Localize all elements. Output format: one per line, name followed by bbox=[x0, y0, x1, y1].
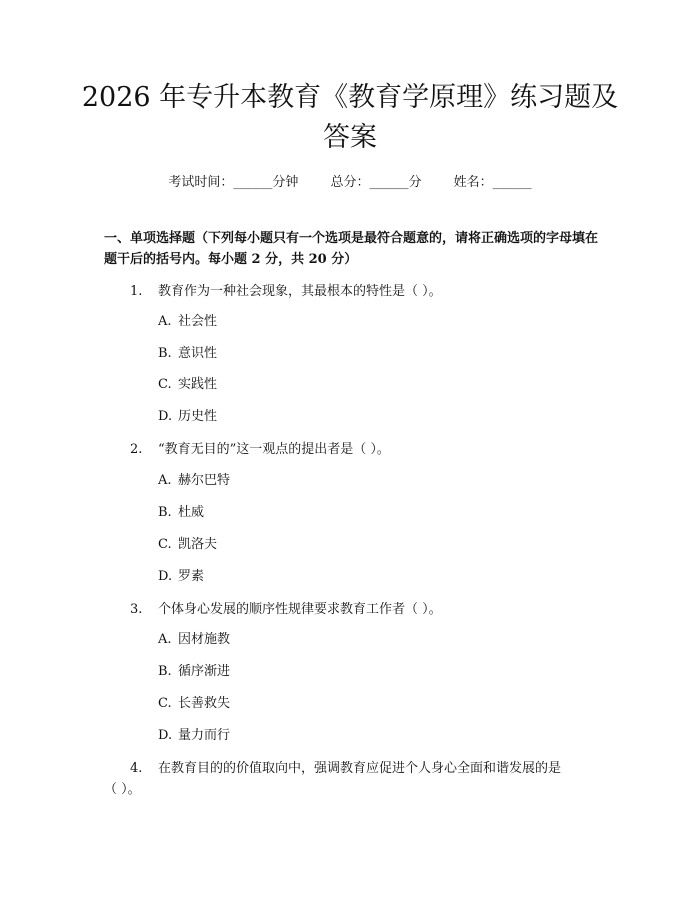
option-letter: D. bbox=[158, 569, 173, 584]
title-line-1: 2026 年专升本教育《教育学原理》练习题及 bbox=[81, 82, 619, 113]
answer-option bbox=[158, 345, 217, 363]
question-stem bbox=[130, 282, 442, 302]
option-letter: D. bbox=[158, 409, 173, 424]
answer-option bbox=[158, 663, 230, 681]
answer-option bbox=[158, 568, 204, 586]
answer-option bbox=[158, 504, 204, 522]
document-title bbox=[70, 78, 630, 158]
question-text: 教育作为一种社会现象，其最根本的特性是（ ）。 bbox=[158, 284, 442, 299]
option-text: 长善救失 bbox=[178, 696, 231, 711]
option-letter: C. bbox=[158, 377, 172, 392]
option-text: 循序渐进 bbox=[178, 664, 231, 679]
question-stem bbox=[130, 600, 442, 620]
option-letter: C. bbox=[158, 696, 172, 711]
exam-time-field: 考试时间：______分钟 bbox=[168, 175, 299, 190]
question-number: 2. bbox=[130, 442, 143, 457]
question-text: 在教育目的的价值取向中，强调教育应促进个人身心全面和谐发展的是 bbox=[158, 761, 562, 776]
option-text: 杜威 bbox=[178, 505, 205, 520]
answer-option bbox=[158, 408, 217, 426]
option-text: 凯洛夫 bbox=[178, 537, 218, 552]
exam-meta-line bbox=[0, 171, 700, 190]
option-letter: C. bbox=[158, 537, 172, 552]
answer-option bbox=[158, 376, 217, 394]
option-text: 历史性 bbox=[178, 409, 218, 424]
question-text: 个体身心发展的顺序性规律要求教育工作者（ ）。 bbox=[158, 602, 442, 617]
answer-option bbox=[158, 472, 230, 490]
question-text: “教育无目的”这一观点的提出者是（ ）。 bbox=[158, 442, 390, 457]
option-text: 实践性 bbox=[178, 377, 218, 392]
student-name-field: 姓名：______ bbox=[453, 175, 532, 190]
option-letter: B. bbox=[158, 664, 172, 679]
option-text: 赫尔巴特 bbox=[178, 473, 231, 488]
option-text: 意识性 bbox=[178, 346, 218, 361]
title-line-2: 答案 bbox=[323, 122, 377, 153]
question-stem bbox=[130, 759, 610, 779]
answer-option bbox=[158, 631, 230, 649]
question-stem-continuation: （ ）。 bbox=[104, 782, 141, 797]
option-letter: B. bbox=[158, 346, 172, 361]
option-text: 罗素 bbox=[178, 569, 205, 584]
answer-option bbox=[158, 727, 230, 745]
total-score-field: 总分：______分 bbox=[330, 175, 422, 190]
option-letter: D. bbox=[158, 728, 173, 743]
option-letter: A. bbox=[158, 632, 172, 647]
question-number: 1. bbox=[130, 284, 143, 299]
question-number: 3. bbox=[130, 602, 143, 617]
option-text: 因材施教 bbox=[178, 632, 231, 647]
option-letter: B. bbox=[158, 505, 172, 520]
option-text: 量力而行 bbox=[178, 728, 231, 743]
answer-option bbox=[158, 536, 217, 554]
question-number: 4. bbox=[130, 761, 143, 776]
question-stem bbox=[130, 440, 390, 460]
section-heading: 一、单项选择题（下列每小题只有一个选项是最符合题意的，请将正确选项的字母填在题干后的括号内。每小题 2 分，共 20 分） bbox=[104, 231, 599, 267]
option-letter: A. bbox=[158, 314, 172, 329]
option-text: 社会性 bbox=[178, 314, 218, 329]
option-letter: A. bbox=[158, 473, 172, 488]
answer-option bbox=[158, 313, 217, 331]
answer-option bbox=[158, 695, 230, 713]
